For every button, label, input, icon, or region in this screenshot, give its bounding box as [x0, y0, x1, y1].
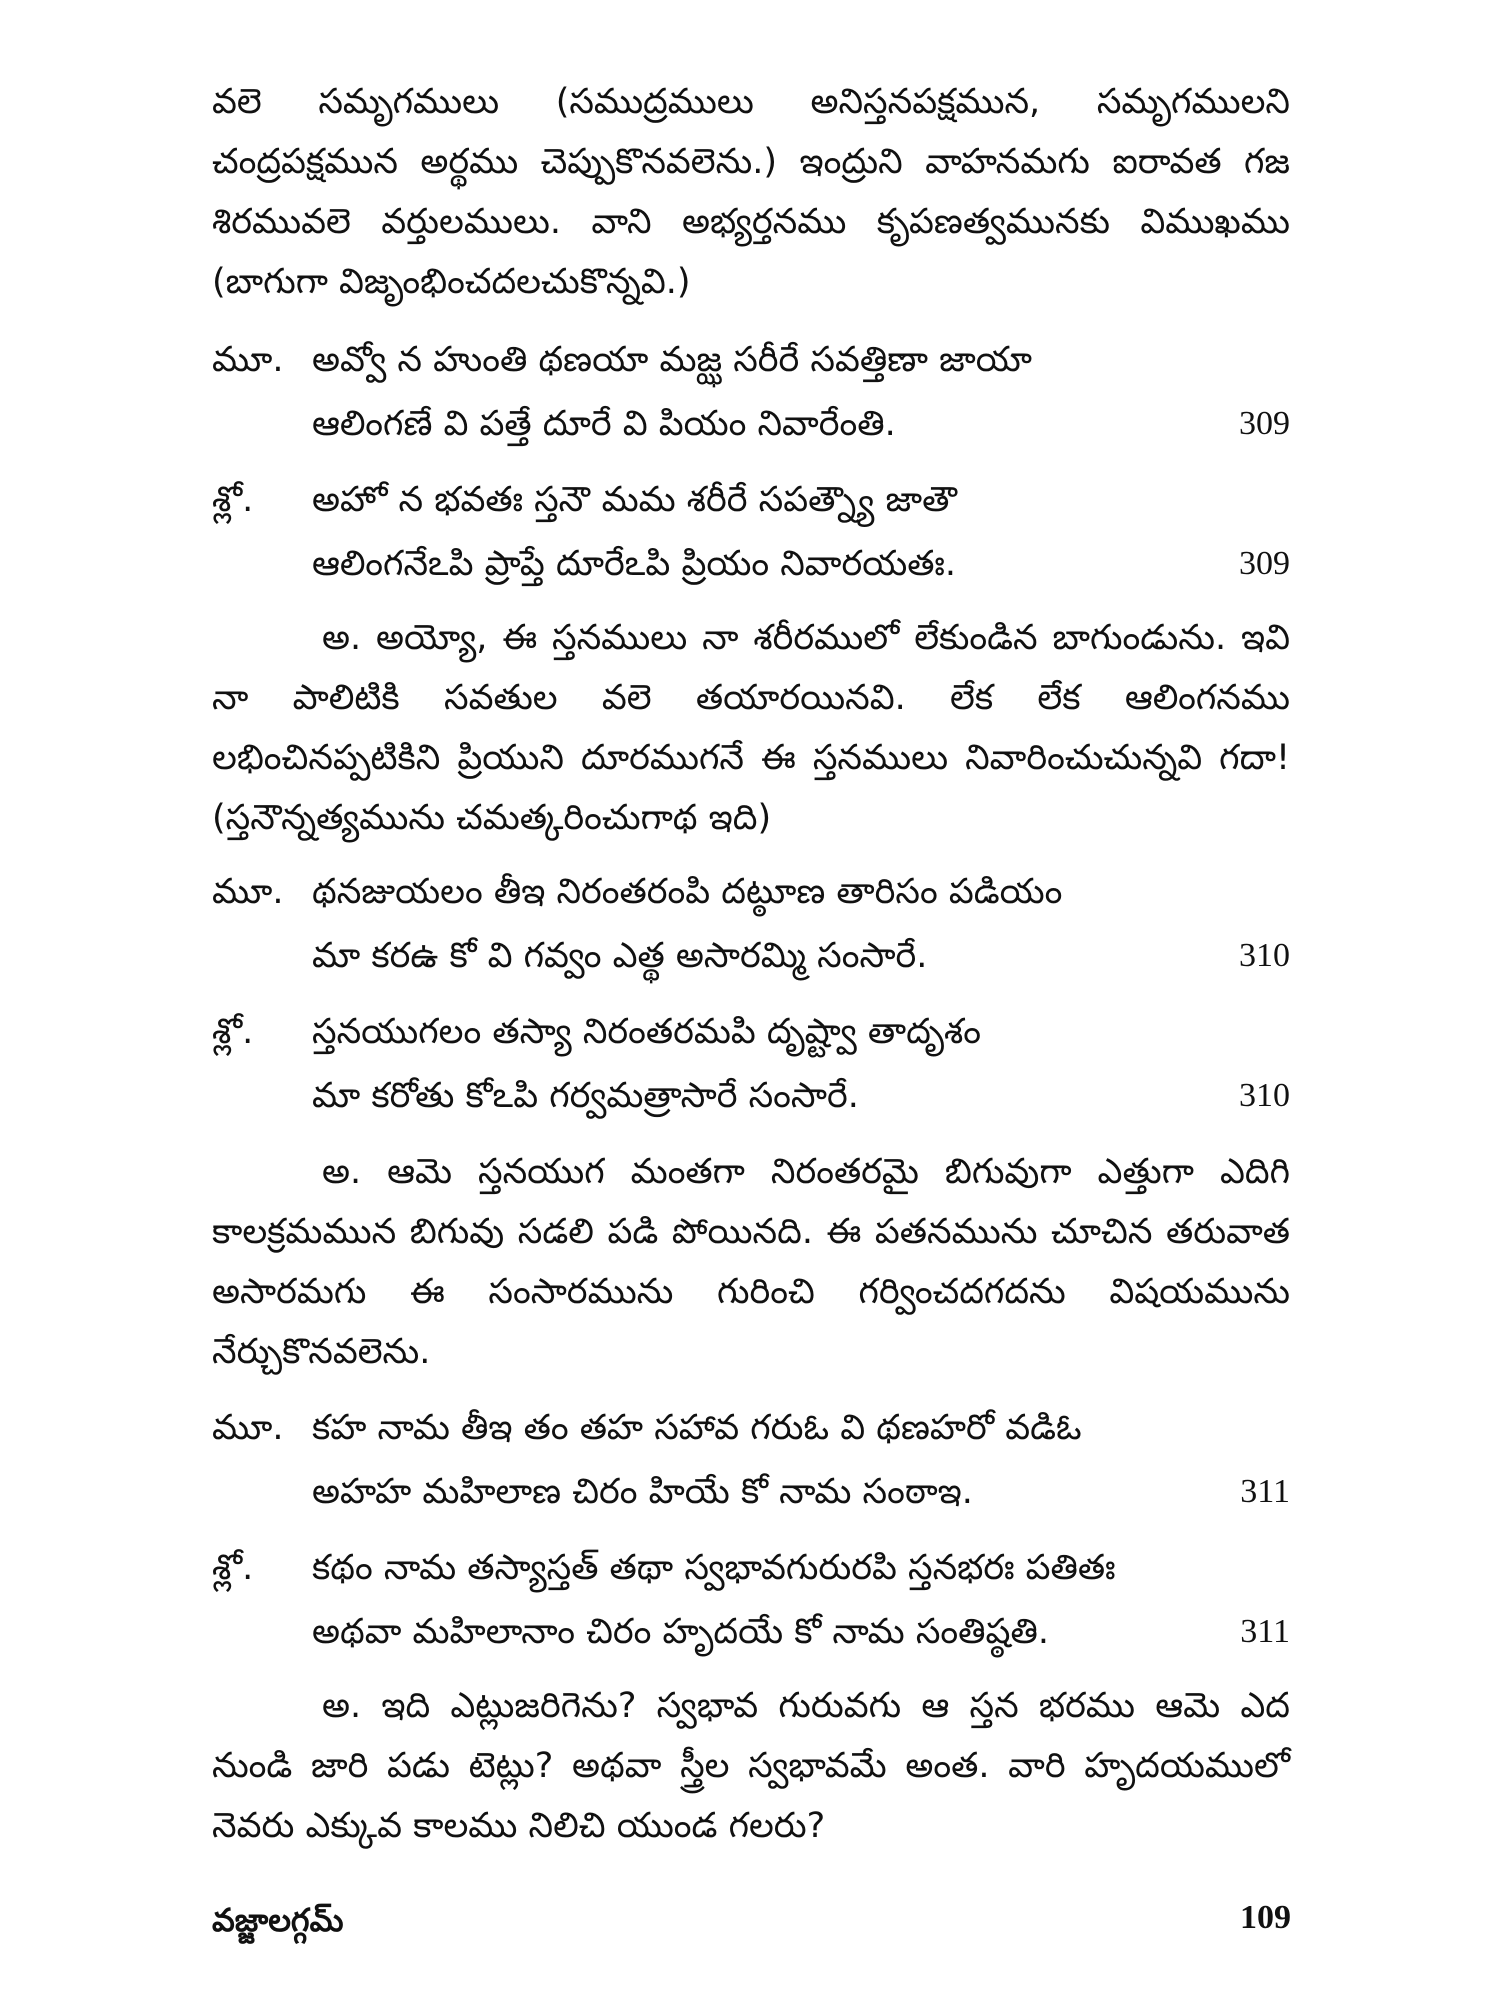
- verse-tag: శ్లో.: [212, 1012, 254, 1052]
- verse-line-1: అవ్వో న హుంతి థణయా మజ్ఝ సరీరే సవత్తిణా జాయా: [312, 340, 1032, 380]
- paragraph-commentary-2: అ. అయ్యో, ఈ స్తనములు నా శరీరములో లేకుండిన బాగుండును. ఇవి నా పాలిటికి సవతుల వలె తయారయినవి. లేక లేక ఆలింగనము లభించినప్పటికిని ప్రియుని దూరముగనే ఈ స్తనములు నివారించుచున్నవి గదా! (స్తనౌన్నత్యమును చమత్కరించుగాథ ఇది): [212, 618, 1290, 838]
- verse-310-sanskrit: [212, 1002, 1290, 1122]
- verse-line-1: థనజుయలం తీఇ నిరంతరంపి దట్ఠూణ తారిసం పడియం: [312, 872, 1063, 912]
- verse-tag: శ్లో.: [212, 480, 254, 520]
- verse-311-sanskrit: [212, 1538, 1290, 1658]
- verse-line-1: అహో న భవతః స్తనౌ మమ శరీరే సపత్న్యౌ జాతౌ: [312, 480, 957, 520]
- verse-tag: మూ.: [212, 872, 284, 912]
- verse-line-2: ఆలింగనేఽపి ప్రాప్తే దూరేఽపి ప్రియం నివారయతః.: [312, 544, 956, 584]
- paragraph-commentary-3: అ. ఆమె స్తనయుగ మంతగా నిరంతరమై బిగువుగా ఎత్తుగా ఎదిగి కాలక్రమమున బిగువు సడలి పడి పోయినది. ఈ పతనమును చూచిన తరువాత అసారమగు ఈ సంసారమును గురించి గర్వించదగదను విషయమును నేర్చుకొనవలెను.: [212, 1152, 1290, 1372]
- verse-tag: మూ.: [212, 1408, 284, 1448]
- verse-number: 311: [1240, 1613, 1290, 1650]
- verse-number: 309: [1239, 545, 1290, 582]
- verse-309-prakrit: [212, 330, 1290, 450]
- verse-line-2: ఆలింగణే వి పత్తే దూరే వి పియం నివారేంతి.: [312, 404, 896, 444]
- paragraph-commentary-4: అ. ఇది ఎట్లుజరిగెను? స్వభావ గురువగు ఆ స్తన భరము ఆమె ఎద నుండి జారి పడు టెట్లు? అథవా స్త్రీల స్వభావమే అంత. వారి హృదయములో నెవరు ఎక్కువ కాలము నిలిచి యుండ గలరు?: [212, 1686, 1290, 1846]
- verse-number: 310: [1239, 1077, 1290, 1114]
- verse-309-sanskrit: [212, 470, 1290, 590]
- verse-number: 310: [1239, 937, 1290, 974]
- verse-number: 309: [1239, 405, 1290, 442]
- footer-book-title: వజ్జాలగ్గమ్: [212, 1901, 344, 1939]
- verse-line-1: స్తనయుగలం తస్యా నిరంతరమపి దృష్ట్వా తాదృశం: [312, 1012, 981, 1052]
- verse-311-prakrit: [212, 1398, 1290, 1518]
- verse-line-2: అహహ మహిలాణ చిరం హియే కో నామ సంఠాఇ.: [312, 1472, 973, 1512]
- verse-number: 311: [1240, 1473, 1290, 1510]
- verse-line-2: మా కరోతు కోఽపి గర్వమత్రాసారే సంసారే.: [312, 1076, 859, 1116]
- paragraph-commentary-1: వలె సమృగములు (సముద్రములు అనిస్తనపక్షమున, సమృగములని చంద్రపక్షమున అర్థము చెప్పుకొనవలెను.) ఇంద్రుని వాహనమగు ఐరావత గజ శిరమువలె వర్తులములు. వాని అభ్యర్తనము కృపణత్వమునకు విముఖము (బాగుగా విజృంభించదలచుకొన్నవి.): [212, 82, 1290, 302]
- verse-tag: శ్లో.: [212, 1548, 254, 1588]
- verse-line-2: మా కరఉ కో వి గవ్వం ఎత్థ అసారమ్మి సంసారే.: [312, 936, 928, 976]
- footer-page-number: 109: [1240, 1899, 1291, 1936]
- verse-tag: మూ.: [212, 340, 284, 380]
- verse-line-2: అథవా మహిలానాం చిరం హృదయే కో నామ సంతిష్ఠతి.: [312, 1612, 1049, 1652]
- verse-310-prakrit: [212, 862, 1290, 982]
- verse-line-1: కహ నామ తీఇ తం తహ సహావ గరుఓ వి థణహరో వడిఓ: [312, 1408, 1082, 1448]
- verse-line-1: కథం నామ తస్యాస్తత్ తథా స్వభావగురురపి స్తనభరః పతితః: [312, 1548, 1116, 1588]
